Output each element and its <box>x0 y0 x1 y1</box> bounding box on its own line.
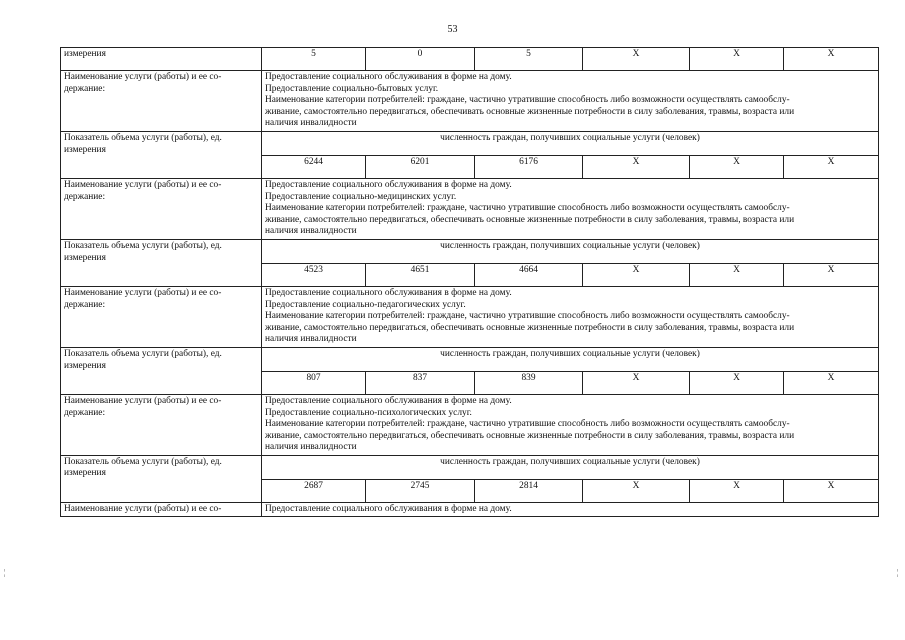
value-cell: X <box>583 155 690 178</box>
value-cell: 837 <box>366 371 475 394</box>
description-line: Предоставление социального обслуживания в форме на дому. <box>265 179 512 190</box>
value-cell: X <box>784 155 879 178</box>
value-cell: 5 <box>262 48 366 71</box>
value-cell: 4523 <box>262 263 366 286</box>
indicator-unit: численность граждан, получивших социальные услуги (человек) <box>262 347 879 371</box>
description-line: Предоставление социального обслуживания в форме на дому. <box>265 287 512 298</box>
value-cell: 839 <box>475 371 583 394</box>
value-cell: 6201 <box>366 155 475 178</box>
service-description <box>262 286 879 347</box>
service-description <box>262 394 879 455</box>
service-name-label: Наименование услуги (работы) и ее со-держание: <box>61 394 262 455</box>
indicator-label: Показатель объема услуги (работы), ед. измерения <box>61 455 262 502</box>
value-cell: 0 <box>366 48 475 71</box>
indicator-unit: численность граждан, получивших социальные услуги (человек) <box>262 455 879 479</box>
value-cell: X <box>690 48 784 71</box>
page-number: 53 <box>447 24 458 35</box>
value-cell: X <box>784 263 879 286</box>
value-cell: X <box>583 479 690 502</box>
service-name-label: Наименование услуги (работы) и ее со-держание: <box>61 178 262 239</box>
description-line: живание, самостоятельно передвигаться, обеспечивать основные жизненные потребности в силу заболевания, травмы, возраста или <box>265 322 795 333</box>
service-name-label: Наименование услуги (работы) и ее со-держание: <box>61 71 262 132</box>
description-line: Предоставление социально-психологических услуг. <box>265 407 472 418</box>
description-line: Наименование категории потребителей: граждане, частично утратившие способность либо возможности осуществлять самообслу- <box>265 419 790 430</box>
description-line: Предоставление социально-бытовых услуг. <box>265 83 439 94</box>
indicator-unit: численность граждан, получивших социальные услуги (человек) <box>262 131 879 155</box>
value-cell: X <box>784 479 879 502</box>
scan-edge-mark: ¦ <box>897 568 899 577</box>
value-cell: 4664 <box>475 263 583 286</box>
table-row <box>61 48 879 71</box>
description-line: Предоставление социально-педагогических услуг. <box>265 299 466 310</box>
service-row <box>61 502 879 517</box>
value-cell: X <box>690 479 784 502</box>
service-row <box>61 286 879 347</box>
description-line: Предоставление социального обслуживания в форме на дому. <box>265 72 512 82</box>
value-cell: 6244 <box>262 155 366 178</box>
description-line: Предоставление социального обслуживания в форме на дому. <box>265 395 512 406</box>
indicator-label-continued: измерения <box>61 48 262 71</box>
value-cell: X <box>784 48 879 71</box>
description-line: Наименование категории потребителей: граждане, частично утратившие способность либо возможности осуществлять самообслу- <box>265 95 790 106</box>
service-name-label: Наименование услуги (работы) и ее со- <box>61 502 262 517</box>
description-line: наличия инвалидности <box>265 442 357 453</box>
value-cell: 2814 <box>475 479 583 502</box>
value-cell: X <box>784 371 879 394</box>
value-cell: X <box>583 371 690 394</box>
service-description <box>262 178 879 239</box>
value-cell: 5 <box>475 48 583 71</box>
service-row <box>61 178 879 239</box>
value-cell: 807 <box>262 371 366 394</box>
service-row <box>61 71 879 132</box>
value-cell: 2687 <box>262 479 366 502</box>
service-row <box>61 394 879 455</box>
description-line: живание, самостоятельно передвигаться, обеспечивать основные жизненные потребности в силу заболевания, травмы, возраста или <box>265 430 795 441</box>
value-cell: 2745 <box>366 479 475 502</box>
value-cell: X <box>690 155 784 178</box>
description-line: наличия инвалидности <box>265 118 357 129</box>
services-table <box>60 47 879 517</box>
description-line: наличия инвалидности <box>265 334 357 345</box>
description-line: наличия инвалидности <box>265 226 357 237</box>
description-line: живание, самостоятельно передвигаться, обеспечивать основные жизненные потребности в силу заболевания, травмы, возраста или <box>265 106 795 117</box>
service-name-label: Наименование услуги (работы) и ее со-держание: <box>61 286 262 347</box>
description-line: Предоставление социально-медицинских услуг. <box>265 191 457 202</box>
indicator-row <box>61 347 879 371</box>
indicator-label: Показатель объема услуги (работы), ед. измерения <box>61 347 262 394</box>
description-line: Наименование категории потребителей: граждане, частично утратившие способность либо возможности осуществлять самообслу- <box>265 203 790 214</box>
indicator-label: Показатель объема услуги (работы), ед. измерения <box>61 131 262 178</box>
value-cell: X <box>583 48 690 71</box>
description-line: Наименование категории потребителей: граждане, частично утратившие способность либо возможности осуществлять самообслу- <box>265 311 790 322</box>
scan-edge-mark: ¦ <box>4 568 6 577</box>
value-cell: 4651 <box>366 263 475 286</box>
value-cell: X <box>690 371 784 394</box>
value-cell: 6176 <box>475 155 583 178</box>
value-cell: X <box>583 263 690 286</box>
description-line: живание, самостоятельно передвигаться, обеспечивать основные жизненные потребности в силу заболевания, травмы, возраста или <box>265 214 795 225</box>
indicator-unit: численность граждан, получивших социальные услуги (человек) <box>262 239 879 263</box>
value-cell: X <box>690 263 784 286</box>
service-description <box>262 71 879 132</box>
indicator-row <box>61 455 879 479</box>
indicator-label: Показатель объема услуги (работы), ед. измерения <box>61 239 262 286</box>
indicator-row <box>61 239 879 263</box>
indicator-row <box>61 131 879 155</box>
service-description: Предоставление социального обслуживания в форме на дому. <box>262 502 879 517</box>
